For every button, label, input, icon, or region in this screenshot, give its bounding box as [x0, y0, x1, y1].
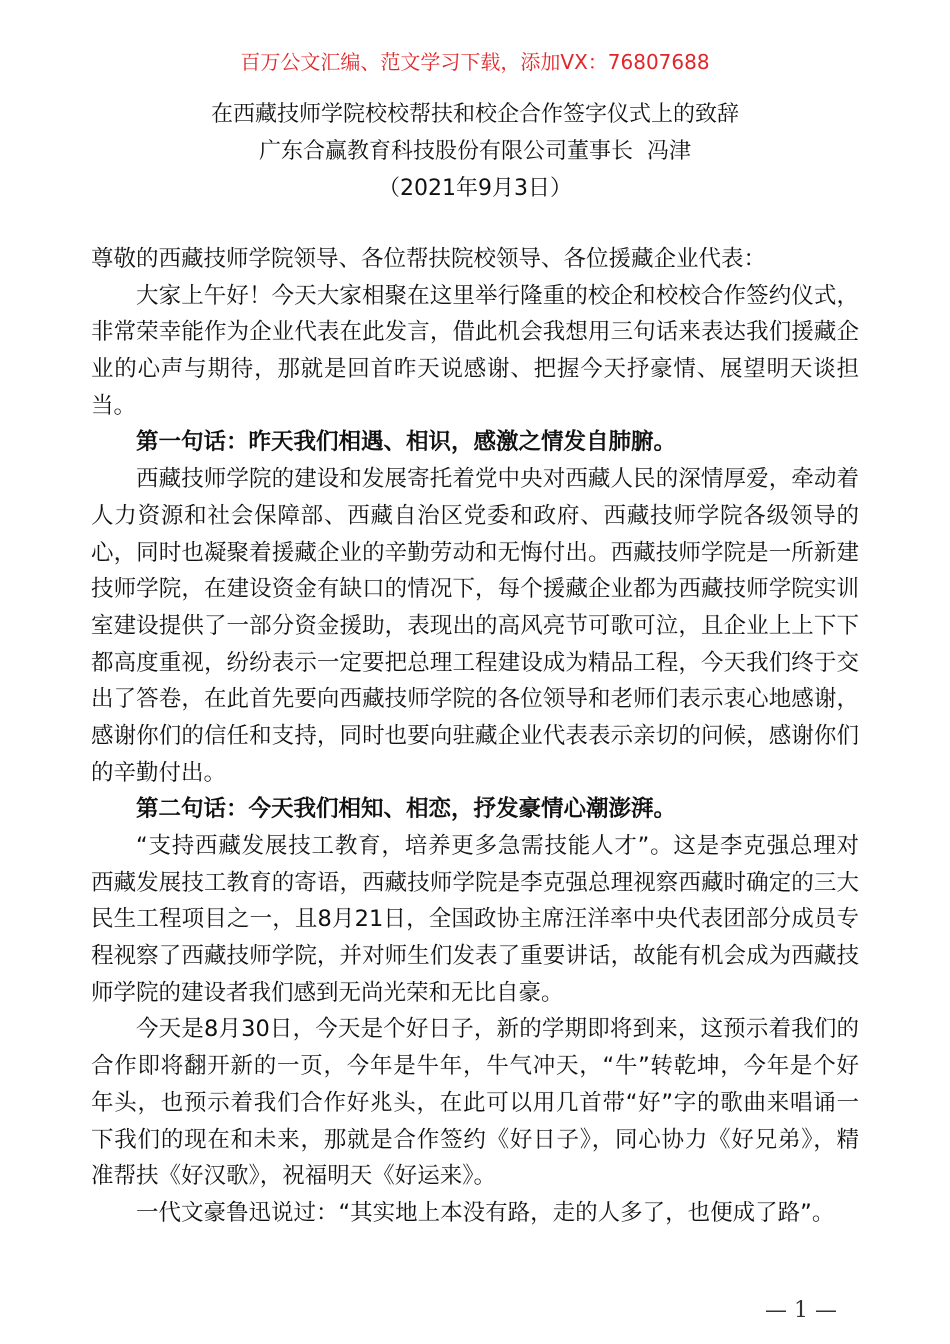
- text-line: 尊敬的西藏技师学院领导、各位帮扶院校领导、各位援藏企业代表：: [91, 246, 767, 272]
- text-line: 业的心声与期待，那就是回首昨天说感谢、把握今天抒豪情、展望明天谈担: [91, 356, 859, 383]
- section-heading: [91, 791, 859, 828]
- paragraph: [91, 461, 859, 791]
- text-line: 下我们的现在和未来，那就是合作签约《好日子》，同心协力《好兄弟》，精: [91, 1126, 859, 1153]
- section-heading: [91, 424, 859, 461]
- text-line: 民生工程项目之一，且8月21日，全国政协主席汪洋率中央代表团部分成员专: [91, 906, 859, 933]
- text-line: 心，同时也凝聚着援藏企业的辛勤劳动和无悔付出。西藏技师学院是一所新建: [91, 539, 859, 566]
- text-line: “支持西藏发展技工教育，培养更多急需技能人才”。这是李克强总理对: [136, 833, 859, 859]
- text-line: 非常荣幸能作为企业代表在此发言，借此机会我想用三句话来表达我们援藏企: [91, 319, 859, 346]
- document-author: 广东合赢教育科技股份有限公司董事长 冯津: [259, 139, 691, 164]
- text-line: 出了答卷，在此首先要向西藏技师学院的各位领导和老师们表示衷心地感谢，: [91, 686, 859, 713]
- text-line: 当。: [91, 392, 137, 419]
- text-line: 技师学院，在建设资金有缺口的情况下，每个援藏企业都为西藏技师学院实训: [91, 576, 859, 603]
- page-number: — 1 —: [765, 1298, 837, 1323]
- paragraph: [91, 241, 859, 278]
- text-line: 年头，也预示着我们合作好兆头，在此可以用几首带“好”字的歌曲来唱诵一: [91, 1089, 859, 1116]
- text-line: 的辛勤付出。: [91, 759, 227, 786]
- text-line: 都高度重视，纷纷表示一定要把总理工程建设成为精品工程，今天我们终于交: [91, 649, 859, 676]
- paragraph: [91, 278, 859, 425]
- text-line: 人力资源和社会保障部、西藏自治区党委和政府、西藏技师学院各级领导的: [91, 502, 859, 529]
- text-line: 一代文豪鲁迅说过：“其实地上本没有路，走的人多了，也便成了路”。: [136, 1199, 835, 1226]
- text-line: 准帮扶《好汉歌》，祝福明天《好运来》。: [91, 1163, 497, 1190]
- watermark-banner: 百万公文汇编、范文学习下载，添加VX：76807688: [240, 50, 710, 74]
- text-line: 西藏发展技工教育的寄语，西藏技师学院是李克强总理视察西藏时确定的三大: [91, 869, 859, 896]
- text-line: 感谢你们的信任和支持，同时也要向驻藏企业代表表示亲切的问候，感谢你们: [91, 722, 859, 749]
- text-line: 合作即将翻开新的一页，今年是牛年，牛气冲天，“牛”转乾坤，今年是个好: [91, 1053, 859, 1080]
- document-date: （2021年9月3日）: [378, 176, 572, 201]
- text-line: 程视察了西藏技师学院，并对师生们发表了重要讲话，故能有机会成为西藏技: [91, 943, 859, 970]
- text-line: 西藏技师学院的建设和发展寄托着党中央对西藏人民的深情厚爱，牵动着: [136, 466, 859, 493]
- text-line: 第一句话：昨天我们相遇、相识，感激之情发自肺腑。: [136, 429, 677, 456]
- document-body: [91, 241, 859, 1232]
- text-line: 师学院的建设者我们感到无尚光荣和无比自豪。: [91, 979, 564, 1006]
- paragraph: [91, 828, 859, 1011]
- paragraph: [91, 1195, 859, 1232]
- text-line: 第二句话：今天我们相知、相恋，抒发豪情心潮澎湃。: [136, 796, 677, 823]
- text-line: 室建设提供了一部分资金援助，表现出的高风亮节可歌可泣，且企业上上下下: [91, 612, 859, 639]
- document-title: 在西藏技师学院校校帮扶和校企合作签字仪式上的致辞: [210, 102, 739, 127]
- paragraph: [91, 1011, 859, 1194]
- text-line: 今天是8月30日，今天是个好日子，新的学期即将到来，这预示着我们的: [136, 1016, 859, 1043]
- text-line: 大家上午好！今天大家相聚在这里举行隆重的校企和校校合作签约仪式，: [136, 282, 859, 309]
